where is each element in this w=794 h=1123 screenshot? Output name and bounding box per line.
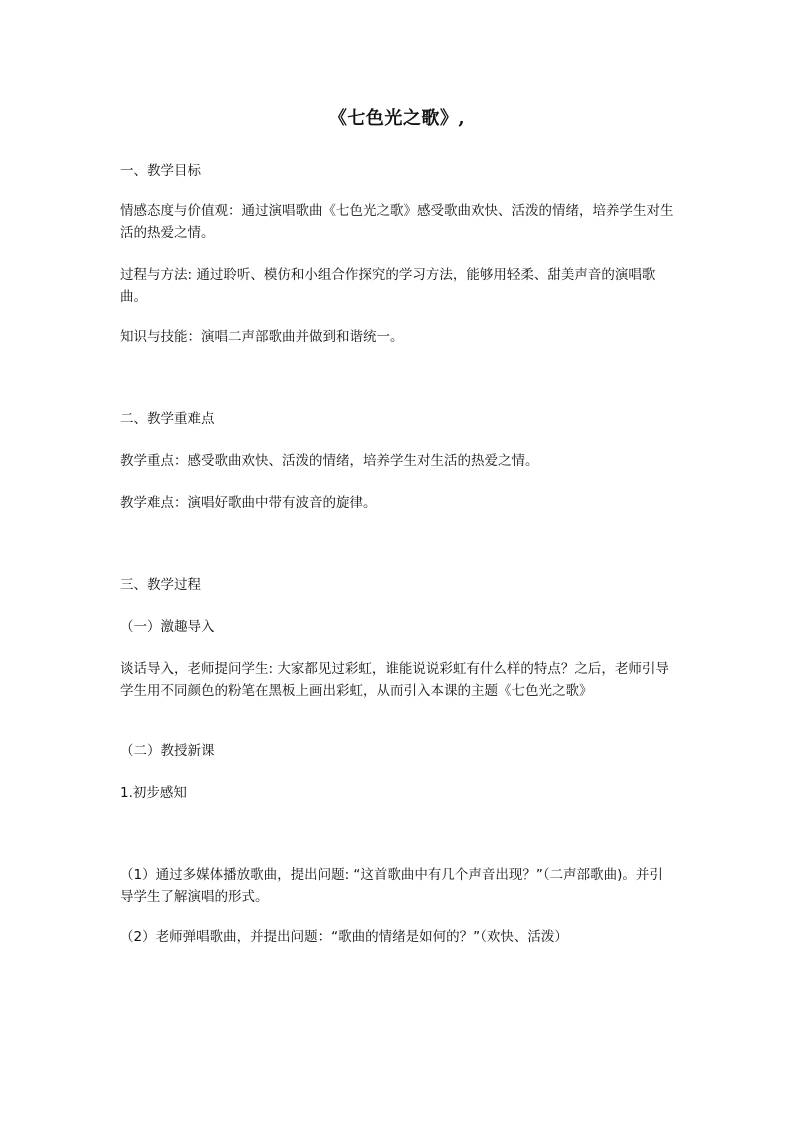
subheading-new-lesson: （二）教授新课	[120, 743, 215, 759]
difficult-point-paragraph: 教学难点：演唱好歌曲中带有波音的旋律。	[120, 495, 377, 511]
document-title: 《七色光之歌》,	[328, 108, 466, 129]
section-heading-process: 三、教学过程	[120, 577, 201, 593]
goal-process-paragraph: 过程与方法: 通过聆听、模仿和小组合作探究的学习方法，能够用轻柔、甜美声音的演唱歌曲。	[120, 267, 656, 305]
intro-paragraph: 谈话导入，老师提问学生: 大家都见过彩虹，谁能说说彩虹有什么样的特点？之后，老师引导学生用不同颜色的粉笔在黑板上画出彩虹，从而引入本课的主题《七色光之歌》	[120, 661, 669, 699]
subheading-intro: （一）激趣导入	[120, 619, 215, 635]
goal-emotion-paragraph: 情感态度与价值观：通过演唱歌曲《七色光之歌》感受歌曲欢快、活泼的情绪，培养学生对生活的热爱之情。	[120, 203, 674, 241]
goal-knowledge-paragraph: 知识与技能：演唱二声部歌曲并做到和谐统一。	[120, 329, 404, 345]
section-heading-key-difficult: 二、教学重难点	[120, 411, 215, 427]
step-2-paragraph: （2）老师弹唱歌曲，并提出问题：“歌曲的情绪是如何的？”（欢快、活泼）	[120, 929, 568, 945]
subheading-first-perception: 1.初步感知	[120, 785, 187, 801]
step-1-paragraph: （1）通过多媒体播放歌曲，提出问题: “这首歌曲中有几个声音出现？”（二声部歌曲)。并引导学生了解演唱的形式。	[120, 867, 663, 905]
section-heading-goals: 一、教学目标	[120, 163, 201, 179]
key-point-paragraph: 教学重点：感受歌曲欢快、活泼的情绪，培养学生对生活的热爱之情。	[120, 453, 539, 469]
